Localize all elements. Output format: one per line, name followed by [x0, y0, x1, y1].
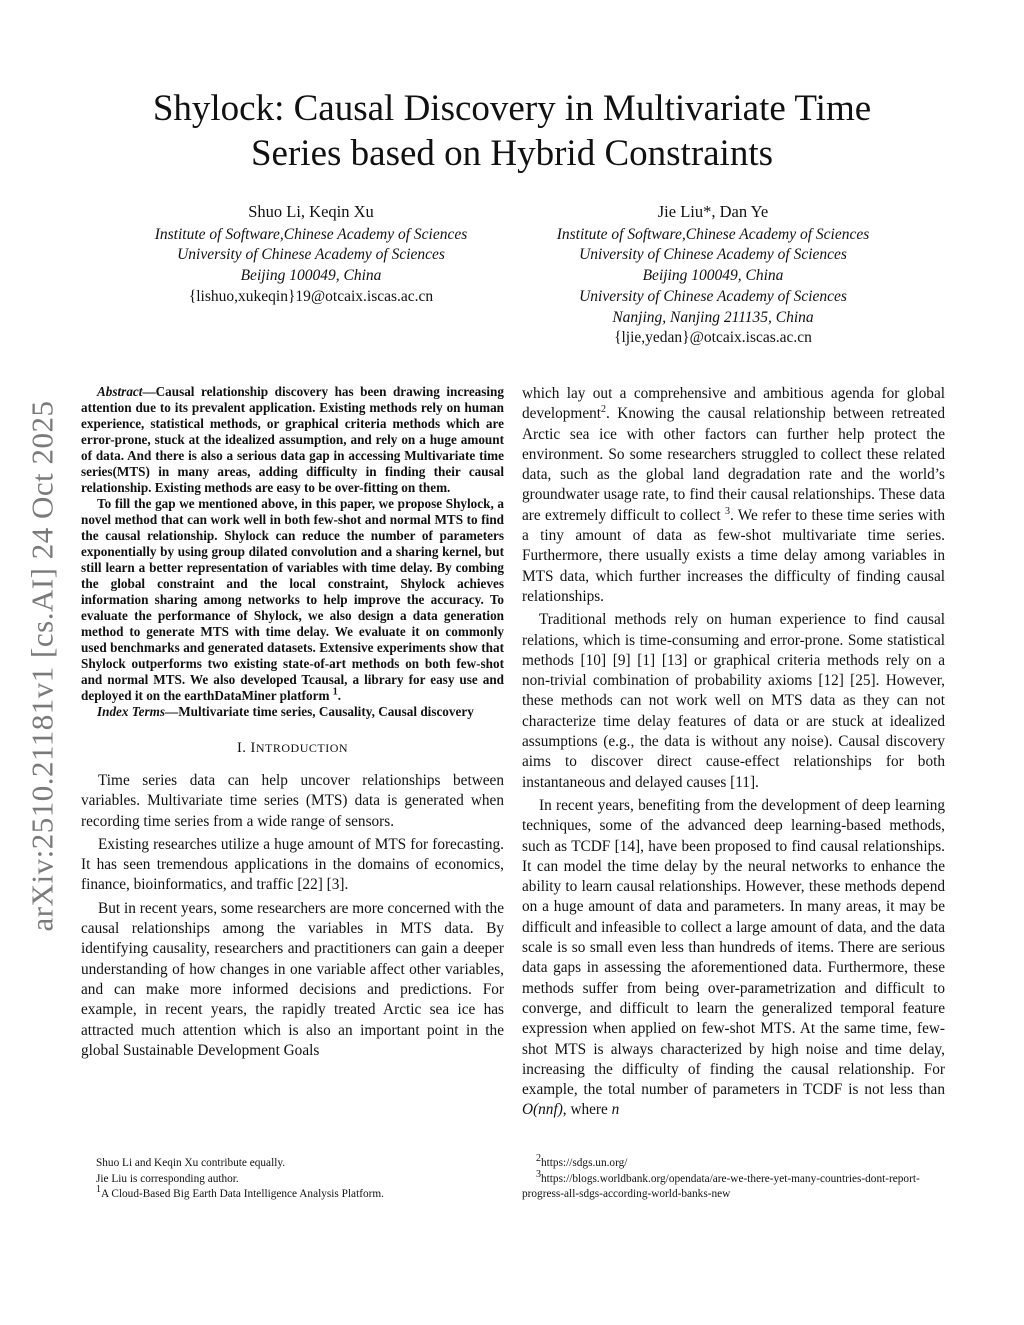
author-block-right	[520, 202, 906, 349]
abstract	[81, 384, 504, 720]
text-run: In recent years, benefiting from the development of deep learning techniques, some of the advanced deep learning-based methods, such as TCDF [14], have been proposed to find causal relationships. It can model the time delay by the neural networks to enhance the ability to learn causal relationships. However, these methods depend on a huge amount of data and parameters. In many areas, it may be difficult and infeasible to collect a large amount of data, and the data scale is so small even less than hundreds of items. There are serious data gaps in assessing the aforementioned data. Furthermore, these methods suffer from being over-parametrization and difficult to converge, and difficult to learn the generalized temporal feature expression when applied on few-shot MTS. At the same time, few-shot MTS is always characterized by high noise and time delay, increasing the difficulty of finding the causal relationship. For example, the total number of parameters in TCDF is not less than	[522, 796, 945, 1099]
index-terms-label: Index Terms	[97, 704, 166, 719]
index-terms-text: Multivariate time series, Causality, Causal discovery	[178, 704, 474, 719]
footnote-marker: 3	[724, 505, 730, 517]
footnote: Shuo Li and Keqin Xu contribute equally.	[96, 1157, 286, 1169]
footnote-number: 3	[536, 1168, 541, 1180]
body-paragraph	[522, 796, 945, 1121]
intro-text-right	[522, 384, 945, 1121]
author-email: {ljie,yedan}@otcaix.iscas.ac.cn	[614, 329, 812, 347]
author-names: Jie Liu*, Dan Ye	[657, 202, 769, 221]
abstract-text-1: Causal relationship discovery has been drawing increasing attention due to its prevalent application. Existing methods rely on human experience, statistical methods, or graphical criteria methods which are error-prone, stuck at the idealized assumption, and rely on a huge amount of data. And there is also a serious data gap in accessing Multivariate time series(MTS) in many areas, adding difficulty in finding their causal relationship. Existing methods are easy to be over-fitting on them.	[81, 384, 504, 495]
abstract-period: .	[337, 688, 342, 703]
affiliation-line: Institute of Software,Chinese Academy of Sciences	[154, 225, 468, 243]
arxiv-side-label	[12, 376, 72, 956]
author-names: Shuo Li, Keqin Xu	[248, 202, 374, 221]
author-email: {lishuo,xukeqin}19@otcaix.iscas.ac.cn	[188, 287, 434, 305]
paper-title	[100, 86, 924, 176]
section-heading-introduction	[81, 740, 504, 757]
section-title-rest: NTRODUCTION	[255, 741, 349, 755]
right-column	[522, 384, 945, 1121]
math-expression: O(nnf)	[522, 1101, 563, 1119]
footnote-marker: 1	[332, 686, 338, 698]
author-block-left	[118, 202, 504, 308]
affiliation-line: Beijing 100049, China	[642, 267, 784, 285]
affiliation-line: Institute of Software,Chinese Academy of Sciences	[556, 225, 870, 243]
abstract-text-2: To fill the gap we mentioned above, in this paper, we propose Shylock, a novel method that can work well in both few-shot and normal MTS to find the causal relationship. Shylock can reduce the number of parameters exponentially by using group dilated convolution and a sharing kernel, but still learn a better representation of variables with time delay. By combing the global constraint and the local constraint, Shylock achieves information sharing among networks to help improve the accuracy. To evaluate the performance of Shylock, we also design a data generation method to generate MTS with time delay. We evaluate it on commonly used benchmarks and generated datasets. Extensive experiments show that Shylock outperforms two existing state-of-art methods on both few-shot and normal MTS. We also developed Tcausal, a library for easy use and deployed it on the earthDataMiner platform	[81, 496, 504, 703]
footnote-marker: 2	[601, 404, 607, 416]
affiliation-line: Beijing 100049, China	[240, 267, 382, 285]
footnotes-right	[522, 1153, 952, 1203]
left-column	[81, 384, 504, 1061]
footnote-number: 2	[536, 1153, 541, 1165]
body-paragraph: But in recent years, some researchers are more concerned with the causal relationships among the variables in MTS data. By identifying causality, researchers and practitioners can gain a deeper understanding of how changes in one variable affect other variables, and can make more informed decisions and predictions. For example, in recent years, the rapidly treated Arctic sea ice has attracted much attention which is also an important point in the global Sustainable Development Goals	[81, 899, 504, 1059]
affiliation-line: Nanjing, Nanjing 211135, China	[612, 308, 814, 326]
affiliation-line: University of Chinese Academy of Sciences	[579, 287, 847, 305]
abstract-label: Abstract	[97, 384, 143, 399]
text-run: . We refer to these time series with a tiny amount of data as few-shot multivariate time series. Furthermore, there usually exists a time delay among variables in MTS data, which further increases the difficulty of finding causal relationships.	[522, 506, 945, 605]
section-first-letter: I	[250, 740, 256, 756]
abstract-paragraph-2	[81, 496, 504, 704]
footnotes-left	[96, 1156, 506, 1203]
footnote-link[interactable]: https://blogs.worldbank.org/opendata/are-we-there-yet-many-countries-dont-report-progress-all-sdgs-according-world-banks-new	[522, 1172, 920, 1200]
body-paragraph: Time series data can help uncover relationships between variables. Multivariate time series (MTS) data is generated when recording time series from a wide range of sensors.	[81, 772, 504, 830]
text-run: . Knowing the causal relationship between retreated Arctic sea ice with other factors can further help protect the environment. So some researchers struggled to collect these related data, such as the global land degradation rate and the world’s groundwater usage rate, to find their causal relationships. These data are extremely difficult to collect	[522, 405, 945, 524]
abstract-paragraph-1	[81, 384, 504, 496]
text-run: which lay out a comprehensive and ambitious agenda for global development	[522, 385, 945, 423]
affiliation-line: University of Chinese Academy of Sciences	[177, 246, 445, 264]
body-paragraph	[522, 384, 945, 607]
abstract-dash: —	[142, 384, 156, 399]
text-run: , where	[562, 1101, 608, 1119]
footnote	[522, 1153, 952, 1172]
section-numeral: I.	[236, 740, 247, 756]
footnote	[96, 1184, 506, 1203]
index-terms-dash: —	[165, 704, 179, 719]
footnote: Jie Liu is corresponding author.	[96, 1172, 239, 1185]
title-line-2: Series based on Hybrid Constraints	[250, 133, 774, 174]
arxiv-identifier: arXiv:2510.21181v1 [cs.AI] 24 Oct 2025	[24, 400, 60, 932]
math-variable: n	[611, 1101, 620, 1119]
title-line-1: Shylock: Causal Discovery in Multivariate Time	[152, 88, 872, 129]
body-paragraph: Existing researches utilize a huge amount of MTS for forecasting. It has seen tremendous applications in the domains of economics, finance, bioinformatics, and traffic [22] [3].	[81, 835, 504, 894]
footnote	[522, 1168, 952, 1203]
footnote-text: A Cloud-Based Big Earth Data Intelligence Analysis Platform.	[101, 1188, 384, 1200]
footnote-link[interactable]: https://sdgs.un.org/	[541, 1157, 628, 1169]
body-paragraph: Traditional methods rely on human experience to find causal relations, which is time-consuming and error-prone. Some statistical methods [10] [9] [1] [13] or graphical criteria methods rely on a non-trivial combination of probability axioms [12] [25]. However, these methods can not work well on MTS data as they can not characterize time delay features of data or are stuck at idealized assumptions (e.g., the data is without any noise). Causal discovery aims to discover direct cause-effect relationships for both instantaneous and delayed causes [11].	[522, 611, 945, 791]
intro-text-left	[81, 771, 504, 1061]
affiliation-line: University of Chinese Academy of Sciences	[579, 246, 847, 264]
index-terms	[81, 704, 504, 720]
footnote-number: 1	[96, 1184, 101, 1196]
